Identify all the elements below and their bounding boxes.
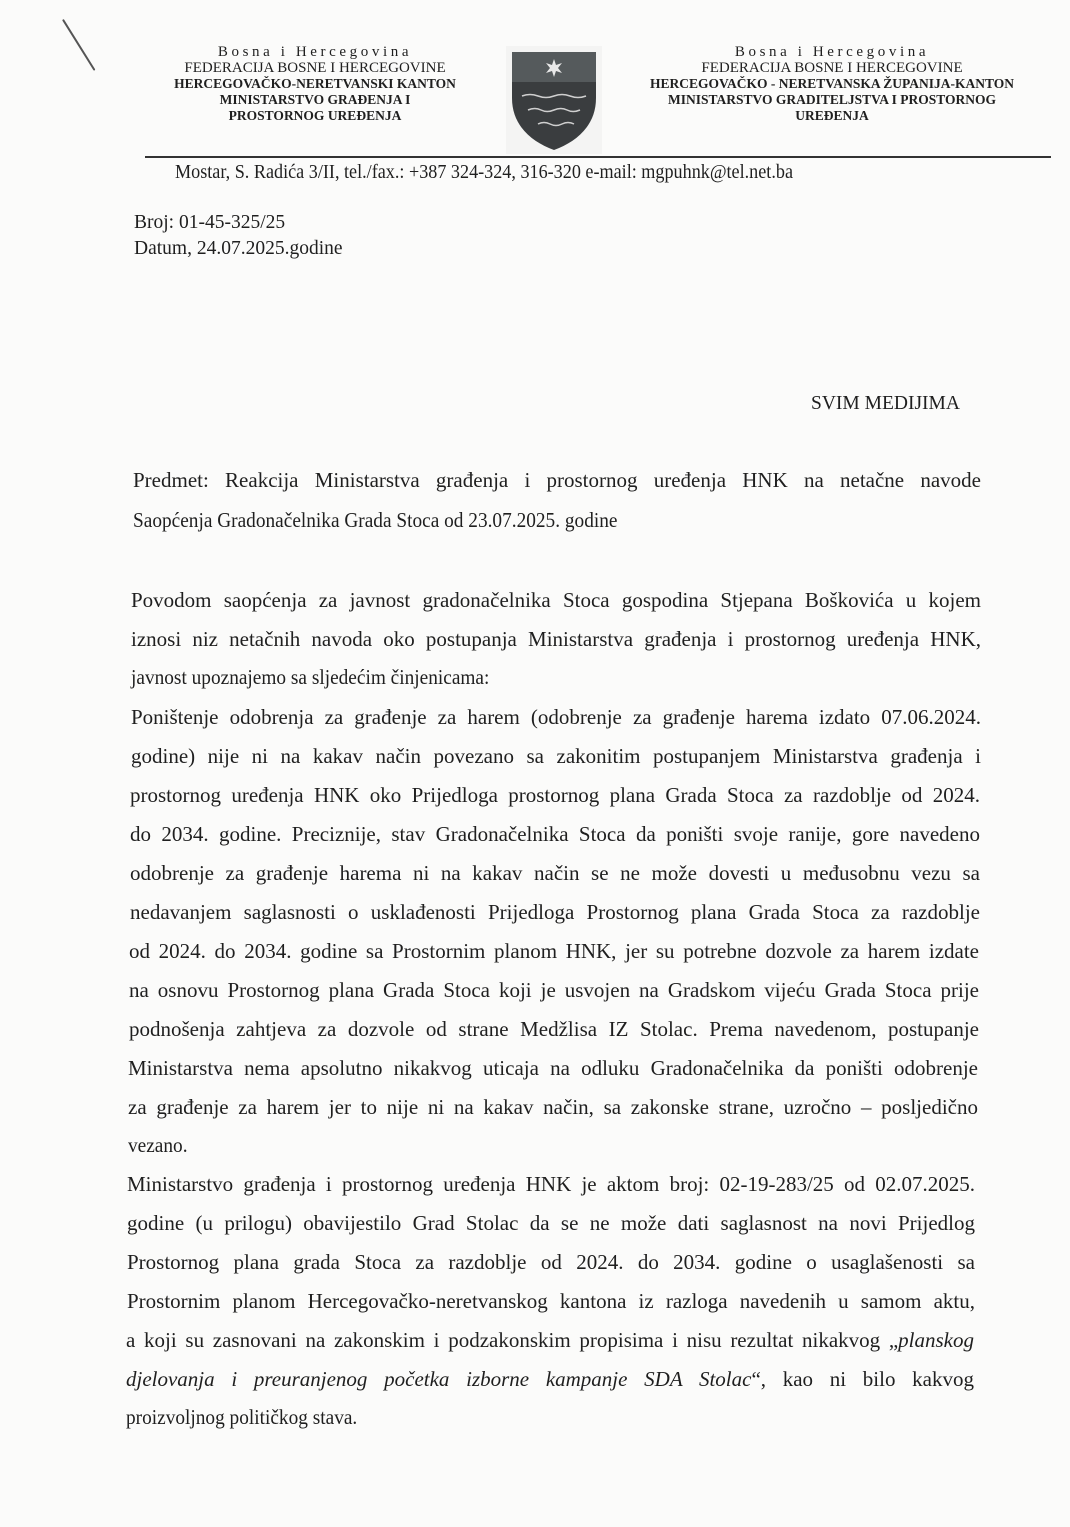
body-line: godine) nije ni na kakav način povezano sa zakonitim postupanjem Ministarstva građenja i <box>131 744 981 768</box>
body-line: godine (u prilogu) obavijestilo Grad Stolac da se ne može dati saglasnost na novi Prijedlog <box>127 1211 975 1235</box>
body-line: Povodom saopćenja za javnost gradonačelnika Stoca gospodina Stjepana Boškovića u kojem <box>131 588 981 612</box>
body-line: vezano. <box>128 1133 188 1157</box>
letterhead-left <box>140 44 490 124</box>
quote-italic: djelovanja i preuranjenog početka izborne kampanje SDA Stolac <box>126 1367 752 1391</box>
body-line: podnošenja zahtjeva za dozvole od strane Medžlisa IZ Stolac. Prema navedenom, postupanje <box>129 1017 979 1041</box>
letterhead-canton: HERCEGOVAČKO - NERETVANSKA ŽUPANIJA-KANTON <box>650 76 1014 91</box>
body-text: “, kao ni bilo kakvog <box>751 1367 974 1391</box>
letterhead-federation: FEDERACIJA BOSNE I HERCEGOVINE <box>701 60 963 76</box>
body-line <box>126 1367 974 1392</box>
letterhead-ministry-line1: MINISTARSTVO GRAĐENJA I <box>219 92 411 107</box>
body-line: od 2024. do 2034. godine sa Prostornim planom HNK, jer su potrebne dozvole za harem izdate <box>129 939 979 963</box>
letterhead-divider <box>145 156 1051 158</box>
letterhead-country: Bosna i Hercegovina <box>217 44 413 60</box>
document-date: Datum, 24.07.2025.godine <box>134 238 343 259</box>
body-line: Poništenje odobrenja za građenje za harem (odobrenje za građenje harema izdato 07.06.2024. <box>131 705 981 729</box>
pen-mark <box>62 19 95 71</box>
body-line: na osnovu Prostornog plana Grada Stoca koji je usvojen na Gradskom vijeću Grada Stoca prije <box>129 978 979 1002</box>
contact-line: Mostar, S. Radića 3/II, tel./fax.: +387 324-324, 316-320 e-mail: mgpuhnk@tel.net.ba <box>175 162 793 183</box>
body-line: odobrenje za građenje harema ni na kakav način se ne može dovesti u međusobnu vezu sa <box>130 861 980 885</box>
body-text: a koji su zasnovani na zakonskim i podzakonskim propisima i nisu rezultat nikakvog „ <box>126 1328 899 1352</box>
body-line: iznosi niz netačnih navoda oko postupanja Ministarstva građenja i prostornog uređenja HNK, <box>131 627 981 651</box>
quote-italic: planskog <box>898 1328 974 1352</box>
body-line: Ministarstvo građenja i prostornog uređenja HNK je aktom broj: 02-19-283/25 od 02.07.2025. <box>127 1172 975 1196</box>
body-line: Prostornim planom Hercegovačko-neretvanskog kantona iz razloga navedenih u samom aktu, <box>127 1289 975 1313</box>
body-line: javnost upoznajemo sa sljedećim činjenicama: <box>131 665 490 689</box>
letterhead-right <box>618 44 1046 124</box>
body-line: za građenje za harem jer to nije ni na kakav način, sa zakonske strane, uzročno – posljedično <box>128 1095 978 1119</box>
body-line: Prostornog plana grada Stoca za razdoblje od 2024. do 2034. godine o usaglašenosti sa <box>127 1250 975 1274</box>
subject-line: Predmet: Reakcija Ministarstva građenja i prostornog uređenja HNK na netačne navode <box>133 468 981 492</box>
body-line: Ministarstva nema apsolutno nikakvog uticaja na odluku Gradonačelnika da poništi odobrenje <box>128 1056 978 1080</box>
body-line: nedavanjem saglasnosti o usklađenosti Prijedloga Prostornog plana Grada Stoca za razdoblje <box>130 900 980 924</box>
body-line: do 2034. godine. Preciznije, stav Gradonačelnika Stoca da poništi svoje ranije, gore navedeno <box>130 822 980 846</box>
letterhead-ministry-line2: UREĐENJA <box>795 108 869 123</box>
body-line: proizvoljnog političkog stava. <box>126 1405 358 1429</box>
body-line <box>126 1328 974 1353</box>
coat-of-arms-icon <box>506 46 602 154</box>
letterhead-ministry-line1: MINISTARSTVO GRADITELJSTVA I PROSTORNOG <box>668 92 996 107</box>
recipient: SVIM MEDIJIMA <box>811 393 960 414</box>
body-line: prostornog uređenja HNK oko Prijedloga prostornog plana Grada Stoca za razdoblje od 2024. <box>130 783 980 807</box>
letterhead-country: Bosna i Hercegovina <box>734 44 930 60</box>
letterhead-canton: HERCEGOVAČKO-NERETVANSKI KANTON <box>174 76 456 91</box>
document-number: Broj: 01-45-325/25 <box>134 212 286 233</box>
letterhead-ministry-line2: PROSTORNOG UREĐENJA <box>228 108 402 123</box>
letterhead-federation: FEDERACIJA BOSNE I HERCEGOVINE <box>184 60 446 76</box>
subject-line: Saopćenja Gradonačelnika Grada Stoca od 23.07.2025. godine <box>133 508 618 532</box>
